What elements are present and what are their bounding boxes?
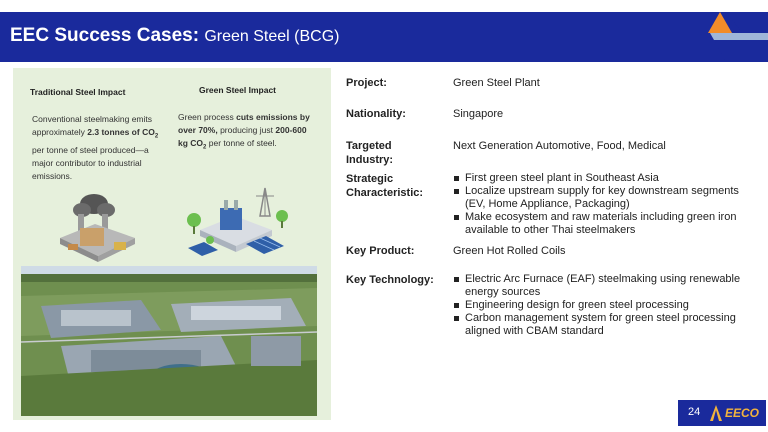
list-item: Localize upstream supply for key downstream segments (EV, Home Appliance, Packaging) [453, 185, 753, 211]
eeco-logo-icon [708, 404, 724, 422]
list-item: Electric Arc Furnace (EAF) steelmaking using renewable energy sources [453, 273, 753, 299]
list-item: Make ecosystem and raw materials including green iron available to other Thai steelmakers [453, 211, 753, 237]
list-item: Engineering design for green steel processing [453, 299, 753, 312]
nationality-label: Nationality: [346, 108, 406, 120]
page-number: 24 [688, 406, 701, 418]
product-label: Key Product: [346, 245, 415, 257]
project-label: Project: [346, 77, 387, 89]
eeco-logo-text: EECO [725, 406, 760, 420]
industry-label: Targeted Industry: [346, 140, 394, 166]
traditional-text: Conventional steelmaking emits approximately 2.3 tonnes of $CO_2$ per tonne of steel produced—a major contributor to industrial emissions. [32, 114, 159, 181]
title-bold: EEC Success Cases: [10, 25, 200, 46]
green-text: Green process cuts emissions by over 70%, producing just 200-600 kg $CO_2$ per tonne of steel. [178, 112, 310, 151]
nationality-value: Singapore [453, 108, 504, 120]
industry-value: Next Generation Automotive, Food, Medical [453, 140, 666, 152]
list-item: Carbon management system for green steel processing aligned with CBAM standard [453, 312, 753, 338]
project-value: Green Steel Plant [453, 77, 540, 89]
technology-label: Key Technology: [346, 274, 434, 286]
list-item: First green steel plant in Southeast Asia [453, 172, 753, 185]
technology-list [453, 273, 753, 338]
slide-title [10, 25, 340, 47]
title-rest: Green Steel (BCG) [204, 28, 340, 45]
traditional-heading: Traditional Steel Impact [30, 87, 126, 97]
strategic-label: Strategic Characteristic: [346, 173, 424, 199]
aerial-plant-photo [21, 266, 317, 416]
green-heading: Green Steel Impact [199, 85, 277, 95]
page-footer-box [678, 400, 766, 426]
corner-accent-icon [648, 0, 768, 70]
green-factory-icon [180, 186, 295, 266]
polluting-factory-icon [50, 188, 145, 263]
strategic-list [453, 172, 753, 237]
product-value: Green Hot Rolled Coils [453, 245, 566, 257]
